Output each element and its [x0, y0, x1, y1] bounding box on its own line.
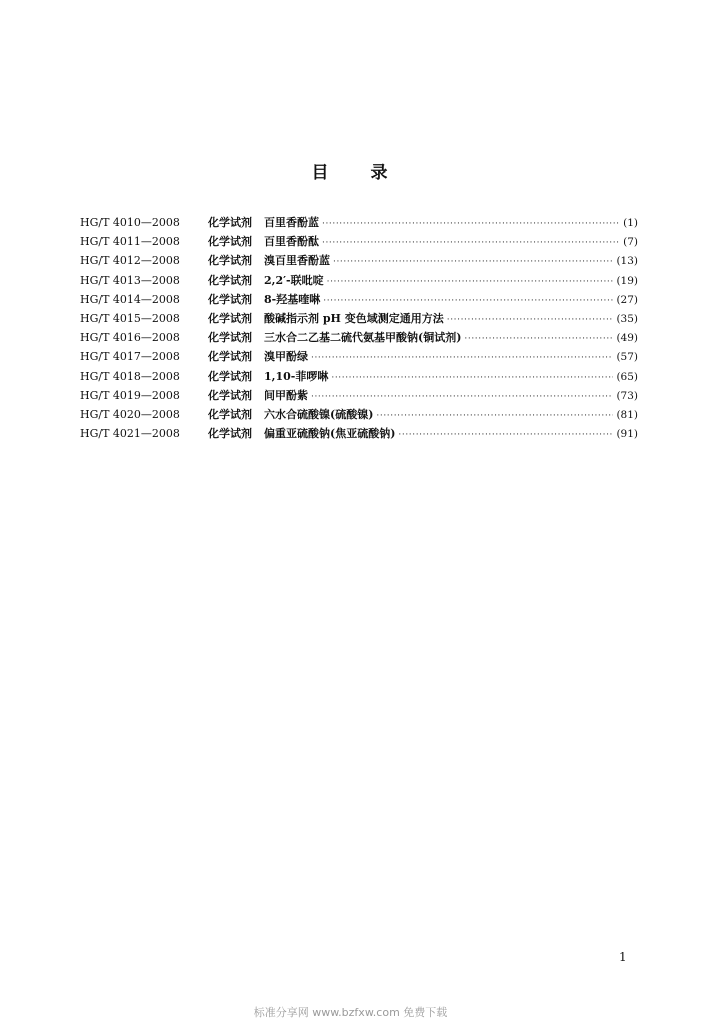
toc-category: 化学试剂 [208, 369, 252, 383]
toc-entry-title: 间甲酚紫 [264, 388, 308, 402]
toc-page-ref: (49) [616, 332, 638, 345]
title-char-left: 目 [311, 163, 331, 183]
toc-leader-dots [376, 411, 613, 421]
toc-category: 化学试剂 [208, 388, 252, 402]
footer-watermark: 标准分享网 www.bzfxw.com 免费下载 [253, 1006, 448, 1019]
toc-category: 化学试剂 [208, 427, 252, 441]
toc-standard-code: HG/T 4012—2008 [80, 254, 180, 268]
toc-entry-title: 偏重亚硫酸钠(焦亚硫酸钠) [264, 427, 396, 441]
toc-entry-title: 2,2′-联吡啶 [264, 273, 324, 287]
toc-standard-code: HG/T 4017—2008 [80, 350, 180, 364]
toc-standard-code: HG/T 4011—2008 [80, 235, 180, 249]
page-number: 1 [619, 950, 627, 964]
toc-entry-title: 百里香酚蓝 [264, 216, 319, 229]
toc-standard-code: HG/T 4018—2008 [80, 369, 180, 383]
toc-entry[interactable] [80, 252, 638, 271]
toc-entry-title: 溴百里香酚蓝 [264, 254, 330, 268]
title-char-right: 录 [370, 163, 390, 183]
toc-page-ref: (13) [616, 255, 638, 268]
toc-leader-dots [464, 334, 613, 344]
toc-entry[interactable] [80, 272, 638, 291]
toc-page-ref: (1) [623, 217, 638, 229]
toc-page-ref: (73) [616, 389, 638, 402]
toc-standard-code: HG/T 4021—2008 [80, 427, 180, 441]
toc-entry-title: 1,10-菲啰啉 [264, 369, 329, 383]
toc-category: 化学试剂 [208, 331, 252, 345]
toc-entry[interactable] [80, 406, 638, 425]
toc-page-ref: (81) [616, 408, 638, 421]
toc-leader-dots [311, 392, 613, 402]
toc-page-ref: (27) [616, 293, 638, 306]
toc-category: 化学试剂 [208, 235, 252, 249]
toc-page-ref: (7) [623, 236, 638, 249]
toc-entry[interactable] [80, 368, 638, 387]
toc-category: 化学试剂 [208, 407, 252, 421]
toc-standard-code: HG/T 4010—2008 [80, 216, 180, 229]
toc-leader-dots [398, 430, 613, 440]
toc-leader-dots [322, 238, 620, 248]
toc-entry-title: 酸碱指示剂 pH 变色域测定通用方法 [264, 311, 444, 325]
toc-category: 化学试剂 [208, 254, 252, 268]
toc-standard-code: HG/T 4013—2008 [80, 273, 180, 287]
toc-entry[interactable] [80, 329, 638, 348]
page-title [0, 158, 701, 183]
toc-standard-code: HG/T 4014—2008 [80, 292, 180, 306]
toc-page-ref: (91) [616, 428, 638, 441]
toc-standard-code: HG/T 4020—2008 [80, 407, 180, 421]
toc-category: 化学试剂 [208, 216, 252, 229]
table-of-contents [80, 214, 638, 444]
toc-standard-code: HG/T 4015—2008 [80, 311, 180, 325]
toc-standard-code: HG/T 4019—2008 [80, 388, 180, 402]
toc-entry[interactable] [80, 233, 638, 252]
toc-leader-dots [327, 277, 614, 287]
toc-category: 化学试剂 [208, 350, 252, 364]
toc-entry[interactable] [80, 214, 638, 233]
toc-category: 化学试剂 [208, 292, 252, 306]
toc-leader-dots [323, 296, 613, 306]
toc-entry-title: 8-羟基喹啉 [264, 292, 321, 306]
toc-entry[interactable] [80, 348, 638, 367]
toc-entry[interactable] [80, 425, 638, 444]
toc-entry-title: 六水合硫酸镍(硫酸镍) [264, 407, 374, 421]
toc-page-ref: (19) [616, 274, 638, 287]
toc-entry-title: 三水合二乙基二硫代氨基甲酸钠(铜试剂) [264, 331, 462, 345]
toc-category: 化学试剂 [208, 273, 252, 287]
toc-leader-dots [331, 373, 613, 383]
toc-standard-code: HG/T 4016—2008 [80, 331, 180, 345]
toc-leader-dots [311, 353, 613, 363]
toc-entry[interactable] [80, 310, 638, 329]
toc-category: 化学试剂 [208, 311, 252, 325]
toc-entry[interactable] [80, 291, 638, 310]
toc-entry-title: 百里香酚酞 [264, 235, 319, 249]
toc-leader-dots [333, 257, 613, 267]
toc-leader-dots [447, 315, 614, 325]
toc-entry[interactable] [80, 387, 638, 406]
toc-leader-dots [322, 219, 620, 229]
toc-page-ref: (65) [616, 370, 638, 383]
toc-entry-title: 溴甲酚绿 [264, 350, 308, 364]
toc-page-ref: (35) [616, 312, 638, 325]
toc-page-ref: (57) [616, 351, 638, 364]
